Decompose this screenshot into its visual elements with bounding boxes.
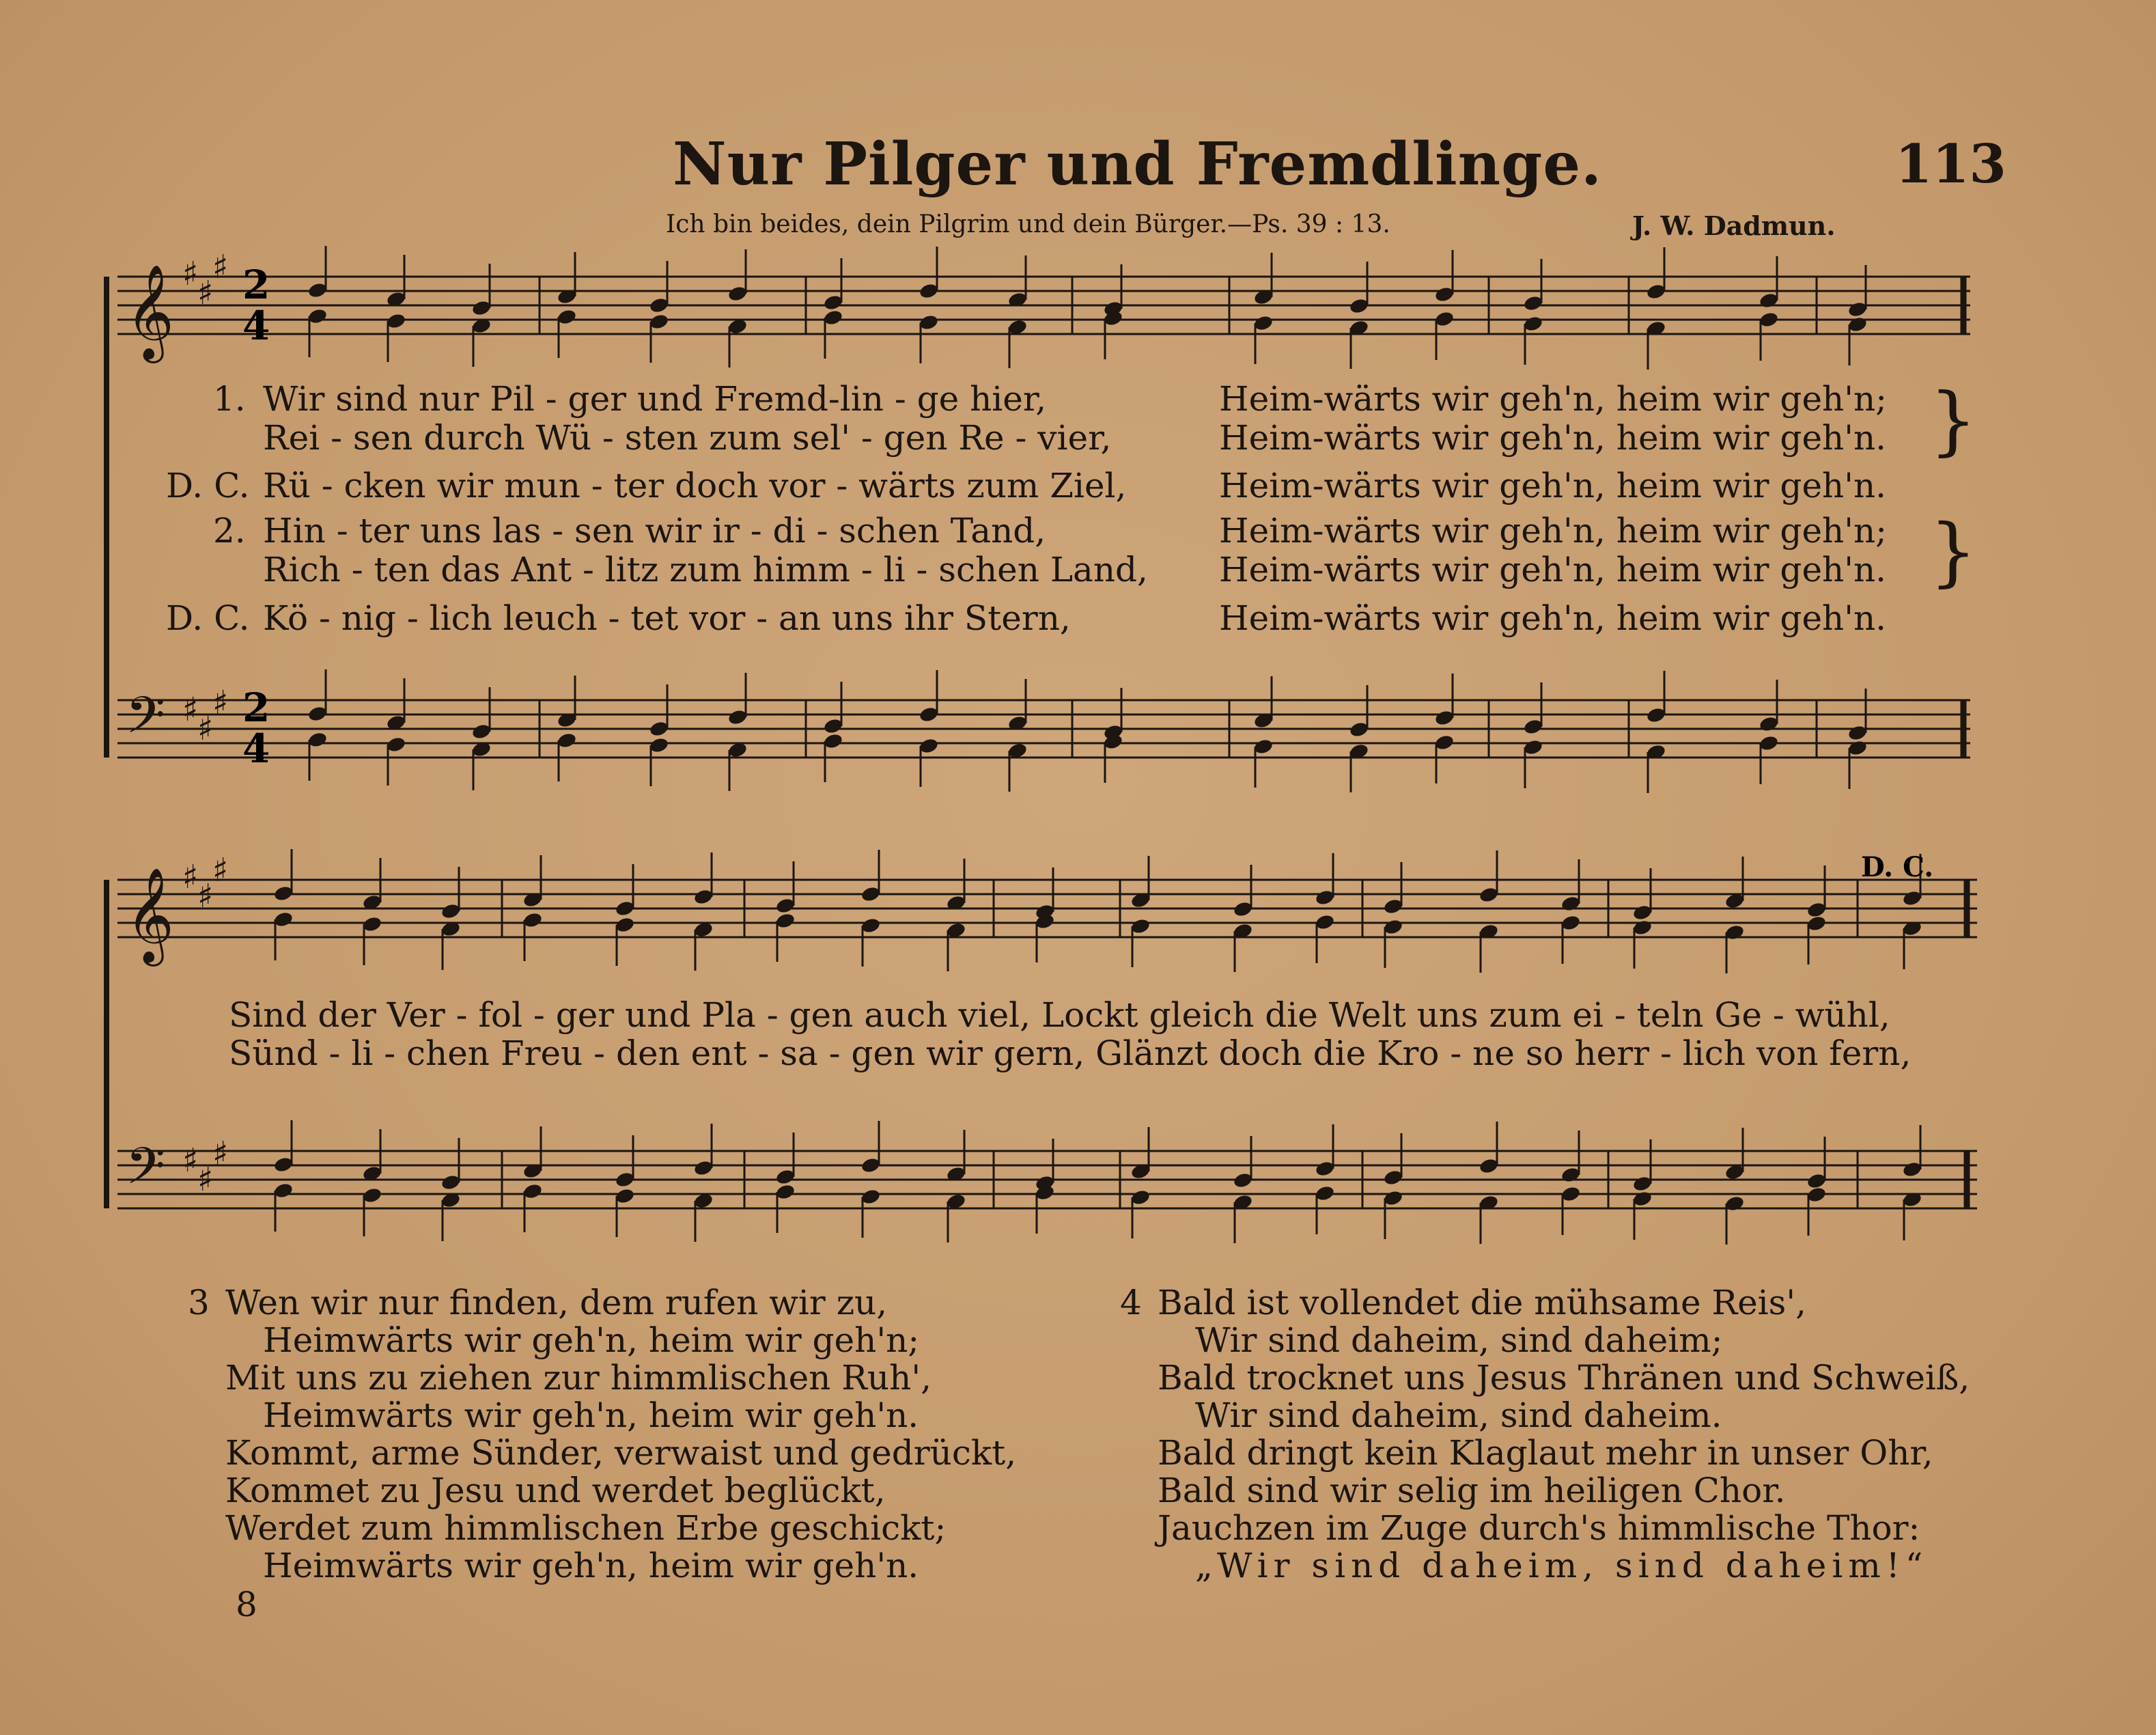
treble-clef-icon: 𝄞 xyxy=(126,868,174,962)
refrain-line-5: Heim-wärts wir geh'n, heim wir geh'n. xyxy=(1219,550,1887,589)
verse-4-number: 4 xyxy=(1120,1283,1142,1322)
sharp-icon: ♯ xyxy=(197,274,214,312)
lyric-line-5: Rich - ten das Ant - litz zum himm - li - schen Land, xyxy=(263,550,1148,589)
bass-time-signature-top: 2 xyxy=(242,684,270,731)
sharp-icon: ♯ xyxy=(212,851,229,889)
lyric-label-6: D. C. xyxy=(166,598,250,638)
system2-lyric-line-2: Sünd - li - chen Freu - den ent - sa - gen wir gern, Glänzt doch die Kro - ne so herr - lich von fern, xyxy=(229,1033,1912,1073)
lyric-line-1: Wir sind nur Pil - ger und Fremd-lin - ge hier, xyxy=(263,379,1047,419)
sharp-icon: ♯ xyxy=(197,877,214,915)
bass-clef-icon: 𝄢 xyxy=(126,686,165,758)
sharp-icon: ♯ xyxy=(212,1135,229,1173)
verse-3-line-3: Mit uns zu ziehen zur himmlischen Ruh', xyxy=(225,1358,932,1398)
refrain-line-1: Heim-wärts wir geh'n, heim wir geh'n; xyxy=(1219,379,1888,419)
verse-4-line-4: Wir sind daheim, sind daheim. xyxy=(1195,1396,1722,1435)
lyric-line-3: Rü - cken wir mun - ter doch vor - wärts zum Ziel, xyxy=(263,466,1127,505)
verse-4-line-2: Wir sind daheim, sind daheim; xyxy=(1195,1320,1723,1360)
lyric-line-2: Rei - sen durch Wü - sten zum sel' - gen Re - vier, xyxy=(263,418,1112,458)
bass-time-signature-bottom: 4 xyxy=(242,725,270,772)
verse-4-line-7: Jauchzen im Zuge durch's himmlische Thor: xyxy=(1158,1508,1920,1548)
verse-3-number: 3 xyxy=(188,1283,210,1322)
lyric-line-4: Hin - ter uns las - sen wir ir - di - schen Tand, xyxy=(263,511,1046,551)
bass-clef-icon: 𝄢 xyxy=(126,1137,165,1208)
sharp-icon: ♯ xyxy=(212,684,229,722)
verse-3-line-7: Werdet zum himmlischen Erbe geschickt; xyxy=(225,1508,947,1548)
verse-3-line-2: Heimwärts wir geh'n, heim wir geh'n; xyxy=(263,1320,920,1360)
system2-lyric-line-1: Sind der Ver - fol - ger und Pla - gen auch viel, Lockt gleich die Welt uns zum ei - teln Ge - wühl, xyxy=(229,995,1890,1035)
refrain-line-2: Heim-wärts wir geh'n, heim wir geh'n. xyxy=(1219,418,1887,458)
sharp-icon: ♯ xyxy=(197,710,214,748)
treble-clef-icon: 𝄞 xyxy=(126,264,174,359)
sharp-icon: ♯ xyxy=(212,248,229,286)
verse-3-line-5: Kommt, arme Sünder, verwaist und gedrückt, xyxy=(225,1433,1017,1473)
lyric-label-1: 1. xyxy=(213,379,246,419)
page-number: 113 xyxy=(1895,133,2006,195)
refrain-line-3: Heim-wärts wir geh'n, heim wir geh'n. xyxy=(1219,466,1887,505)
treble-time-signature-bottom: 4 xyxy=(242,303,270,349)
verse-3-line-6: Kommet zu Jesu und werdet beglückt, xyxy=(225,1471,886,1510)
sharp-icon: ♯ xyxy=(197,1161,214,1199)
refrain-line-6: Heim-wärts wir geh'n, heim wir geh'n. xyxy=(1219,598,1887,638)
verse-4-line-5: Bald dringt kein Klaglaut mehr in unser Ohr, xyxy=(1158,1433,1933,1473)
verse-4-line-8: „Wir sind daheim, sind daheim!“ xyxy=(1195,1546,1929,1585)
signature-mark: 8 xyxy=(236,1585,257,1624)
verse-3-line-4: Heimwärts wir geh'n, heim wir geh'n. xyxy=(263,1396,919,1435)
sharp-icon: ♯ xyxy=(182,691,199,729)
verse-3-line-1: Wen wir nur finden, dem rufen wir zu, xyxy=(225,1283,888,1322)
verse-4-line-6: Bald sind wir selig im heiligen Chor. xyxy=(1158,1471,1786,1510)
brace-2: } xyxy=(1929,508,1977,595)
lyric-label-4: 2. xyxy=(213,511,246,551)
verse-3-line-8: Heimwärts wir geh'n, heim wir geh'n. xyxy=(263,1546,919,1585)
lyric-label-3: D. C. xyxy=(166,466,250,505)
scripture-subtitle: Ich bin beides, dein Pilgrim und dein Bürger.—Ps. 39 : 13. xyxy=(666,210,1390,238)
sharp-icon: ♯ xyxy=(182,1141,199,1180)
dc-mark: D. C. xyxy=(1861,851,1934,883)
lyric-line-6: Kö - nig - lich leuch - tet vor - an uns ihr Stern, xyxy=(263,598,1071,638)
refrain-line-4: Heim-wärts wir geh'n, heim wir geh'n; xyxy=(1219,511,1888,551)
verse-4-line-3: Bald trocknet uns Jesus Thränen und Schweiß, xyxy=(1158,1358,1970,1398)
composer-credit: J. W. Dadmun. xyxy=(1632,210,1836,241)
verse-4-line-1: Bald ist vollendet die mühsame Reis', xyxy=(1158,1283,1806,1322)
sharp-icon: ♯ xyxy=(182,858,199,896)
treble-time-signature-top: 2 xyxy=(242,262,270,308)
brace-1: } xyxy=(1929,376,1977,464)
hymn-title: Nur Pilger und Fremdlinge. xyxy=(673,130,1602,199)
sharp-icon: ♯ xyxy=(182,255,199,293)
